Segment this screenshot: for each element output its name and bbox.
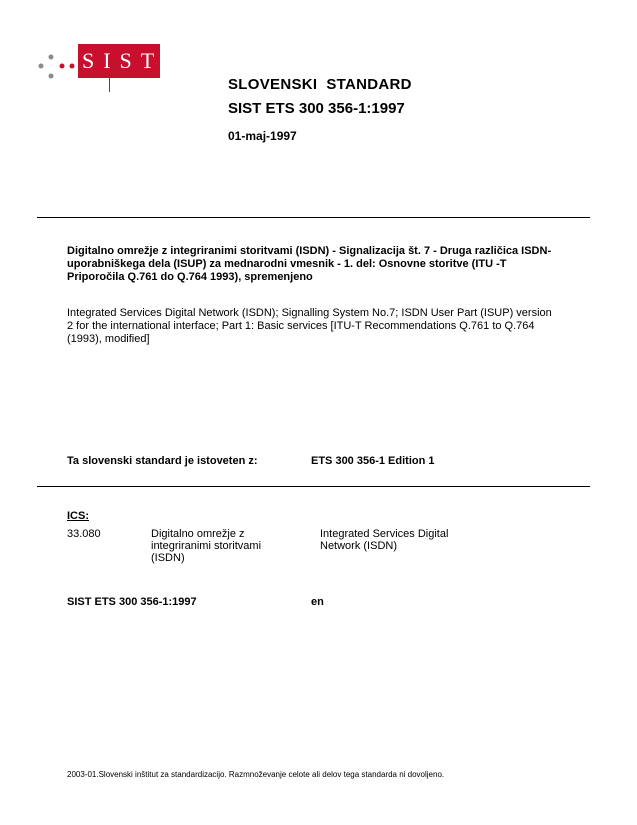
logo-dots-icon <box>38 50 78 80</box>
identity-value: ETS 300 356-1 Edition 1 <box>311 455 435 467</box>
standard-date: 01-maj-1997 <box>228 129 297 143</box>
ics-label: ICS: <box>67 510 89 522</box>
identity-label: Ta slovenski standard je istoveten z: <box>67 455 258 467</box>
divider-top <box>37 217 590 218</box>
standard-type: SLOVENSKI STANDARD <box>228 76 412 93</box>
logo-line <box>109 78 110 92</box>
ics-description-slovenian: Digitalno omrežje z integriranimi storitvami (ISDN) <box>151 528 262 564</box>
divider-bottom <box>37 486 590 487</box>
ics-description-english: Integrated Services Digital Network (ISDN) <box>320 528 449 552</box>
document-code: SIST ETS 300 356-1:1997 <box>67 596 197 608</box>
sist-logo: SIST <box>78 44 160 78</box>
title-english: Integrated Services Digital Network (ISDN); Signalling System No.7; ISDN User Part (ISUP) version 2 for the international interface; Part 1: Basic services [ITU-T Recommendations Q.761 to Q.764 (1993), modified] <box>67 307 552 345</box>
copyright-footer: 2003-01.Slovenski inštitut za standardizacijo. Razmnoževanje celote ali delov tega standarda ni dovoljeno. <box>67 770 445 779</box>
ics-code: 33.080 <box>67 528 101 540</box>
standard-code: SIST ETS 300 356-1:1997 <box>228 100 405 117</box>
title-slovenian: Digitalno omrežje z integriranimi storitvami (ISDN) - Signalizacija št. 7 - Druga različica ISDN-uporabniškega dela (ISUP) za mednarodni vmesnik - 1. del: Osnovne storitve (ITU -T Priporočila Q.761 do Q.764 1993), spremenjeno <box>67 245 552 283</box>
document-language: en <box>311 596 324 608</box>
